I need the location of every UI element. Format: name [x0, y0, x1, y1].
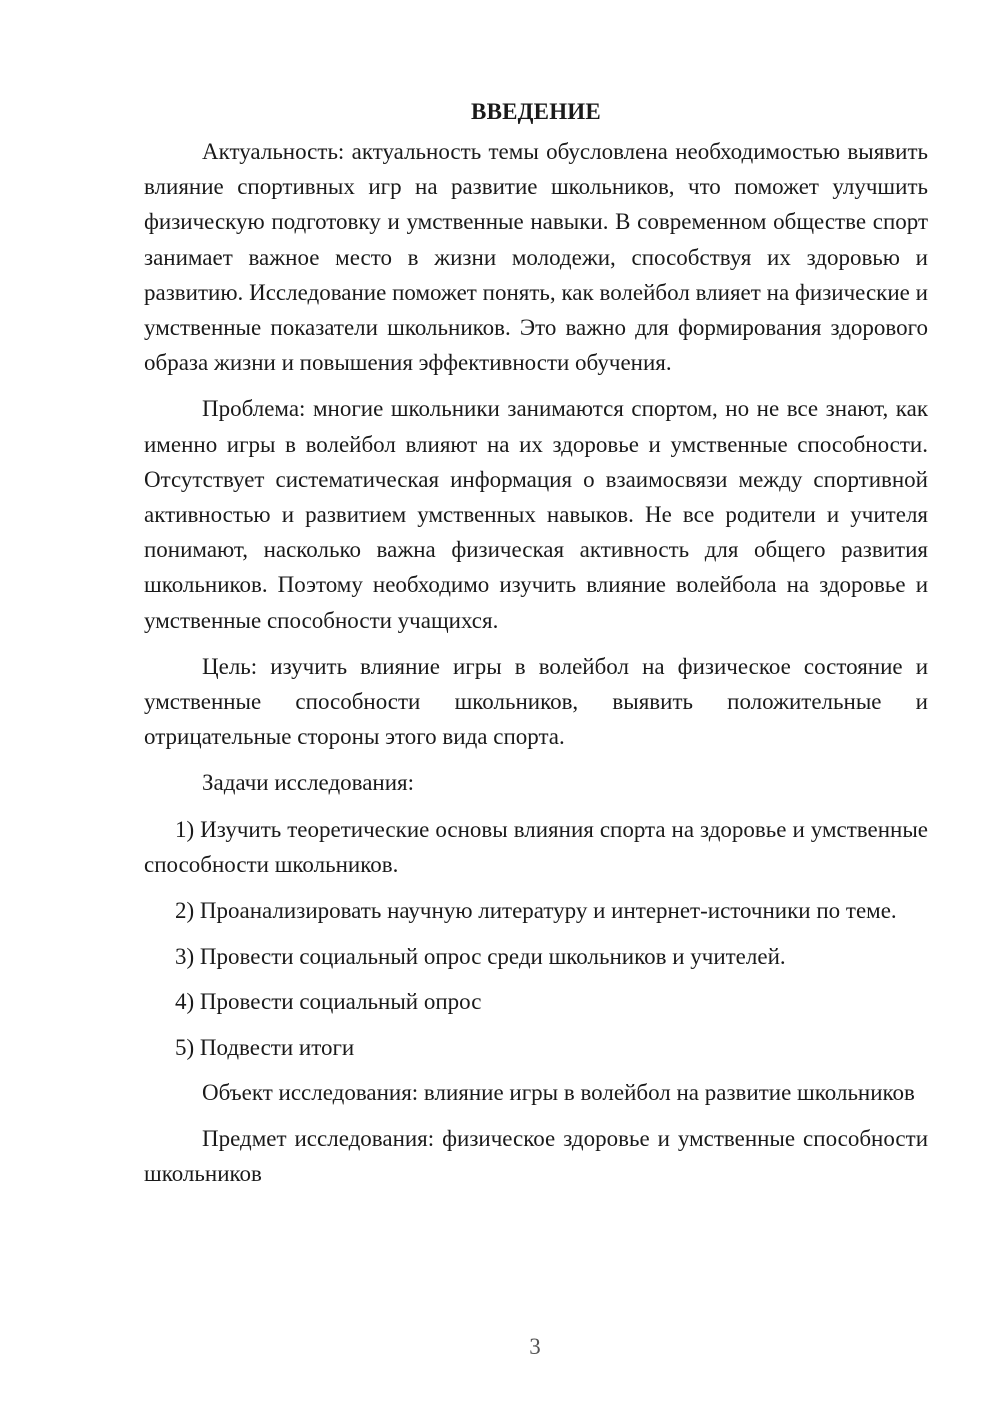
problem-paragraph: Проблема: многие школьники занимаются спортом, но не все знают, как именно игры в волейбол влияют на их здоровье и умственные способности. Отсутствует систематическая информация о взаимосвязи между спортивной активностью и развитием умственных навыков. Не все родители и учителя понимают, насколько важна физическая активность для общего развития школьников. Поэтому необходимо изучить влияние волейбола на здоровье и умственные способности учащихся. — [144, 396, 928, 633]
object-paragraph: Объект исследования: влияние игры в волейбол на развитие школьников — [202, 1079, 915, 1105]
page-number: 3 — [529, 1334, 541, 1359]
relevance-paragraph: Актуальность: актуальность темы обусловлена необходимостью выявить влияние спортивных игр на развитие школьников, что поможет улучшить физическую подготовку и умственные навыки. В современном обществе спорт занимает важное место в жизни молодежи, способствуя их здоровью и развитию. Исследование поможет понять, как волейбол влияет на физические и умственные показатели школьников. Это важно для формирования здорового образа жизни и повышения эффективности обучения. — [144, 139, 928, 376]
tasks-heading: Задачи исследования: — [202, 770, 415, 796]
page-title: ВВЕДЕНИЕ — [471, 99, 601, 124]
task-item-2: 2) Проанализировать научную литературу и интернет-источники по теме. — [175, 898, 897, 924]
goal-paragraph: Цель: изучить влияние игры в волейбол на физическое состояние и умственные способности школьников, выявить положительные и отрицательные стороны этого вида спорта. — [144, 653, 928, 750]
subject-paragraph: Предмет исследования: физическое здоровье и умственные способности школьников — [144, 1126, 928, 1187]
document-page — [144, 94, 928, 1202]
task-item-1: 1) Изучить теоретические основы влияния спорта на здоровье и умственные способности школьников. — [144, 816, 928, 877]
task-item-4: 4) Провести социальный опрос — [175, 989, 482, 1015]
task-item-3: 3) Провести социальный опрос среди школьников и учителей. — [175, 944, 786, 970]
task-item-5: 5) Подвести итоги — [175, 1034, 355, 1060]
